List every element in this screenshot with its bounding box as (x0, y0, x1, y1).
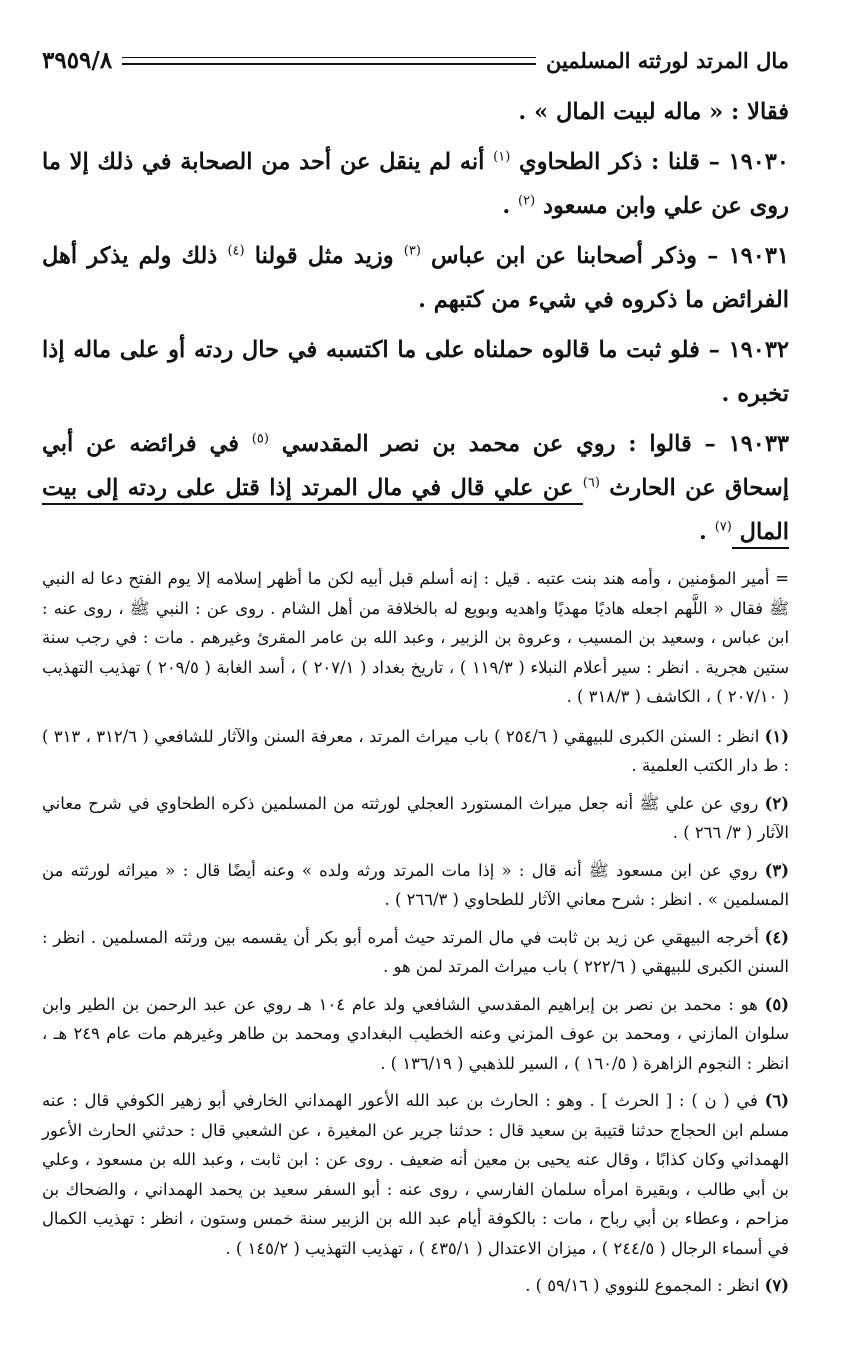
footnote-2 (42, 789, 789, 848)
underlined-quote: عن علي قال في مال المرتد إذا قتل على ردته إلى بيت المال (42, 475, 789, 549)
footnote-marker: (٤) (764, 927, 789, 947)
footnote-text: هو : محمد بن نصر بن إبراهيم المقدسي الشافعي ولد عام ١٠٤ هـ روي عن عبد الرحمن بن الطير وابن سلوان المازني ، ومحمد بن عوف المزني وعنه الخطيب البغدادي ومحمد بن طاهر وغيرهم مات عام ٢٤٩ هـ ، انظر : النجوم الزاهرة ( ١٦٠/٥ ) ، السير للذهبي ( ١٣٦/١٩ ) . (42, 994, 790, 1073)
footnote-text: روي عن ابن مسعود ﷺ أنه قال : « إذا مات المرتد ورثه ولده » وعنه أيضًا قال : « ميراثه لورثته من المسلمين » . انظر : شرح معاني الآثار للطحاوي ( ٢٦٦/٣ ) . (42, 860, 789, 909)
paragraph-19031 (42, 234, 789, 322)
running-title: مال المرتد لورثته المسلمين (545, 48, 789, 73)
footnote-ref[interactable]: (١) (493, 149, 511, 165)
footnote-marker: (٧) (764, 1276, 789, 1295)
paragraph-19032 (42, 328, 789, 416)
footnote-text: انظر : السنن الكبرى للبيهقي ( ٢٥٤/٦ ) باب ميراث المرتد ، معرفة السنن والآثار للشافعي ( ٣١٢/٦ ، ٣١٣ ) : ط دار الكتب العلمية . (42, 726, 789, 775)
main-text (42, 90, 789, 554)
running-head (42, 44, 789, 78)
footnote-marker: (١) (764, 726, 789, 746)
paragraph-number: ١٩٠٣٢ (728, 337, 789, 363)
paragraph-text: – فلو ثبت ما قالوه حملناه على ما اكتسبه في حال ردته أو على ماله إذا تخبره . (42, 337, 789, 407)
paragraph-19033 (42, 422, 789, 554)
footnote-continuation: = أمير المؤمنين ، وأمه هند بنت عتبه . قيل : إنه أسلم قبل أبيه لكن ما أظهر إسلامه إلا يوم الفتح دعا له النبي ﷺ فقال « اللَّهم اجعله هاديًا مهديًا واهديه وبويع له بالخلافة من أهل الشام . روى عن : النبي ﷺ ، روى عنه : ابن عباس ، وسعيد بن المسيب ، وعروة بن الزبير ، وعبد الله بن عامر المقرئ وغيرهم . مات : في رجب سنة ستين هجرية . انظر : سير أعلام النبلاء ( ١١٩/٣ ) ، تاريخ بغداد ( ٢٠٧/١ ) ، أسد الغابة ( ٢٠٩/٥ ) تهذيب التهذيب ( ٢٠٧/١٠ ) ، الكاشف ( ٣١٨/٣ ) . (42, 569, 789, 706)
footnotes (42, 564, 789, 1301)
footnote-7 (42, 1271, 789, 1301)
footnote-marker: (٦) (764, 1091, 789, 1110)
paragraph-text: . (699, 519, 715, 545)
footnote-marker: (٣) (764, 860, 789, 880)
page-number: ٣٩٥٩/٨ (42, 47, 113, 74)
footnote-text: أخرجه البيهقي عن زيد بن ثابت في مال المرتد حيث أمره أبو بكر أن يقسمه بين ورثته المسلمين . انظر : السنن الكبرى للبيهقي ( ٢٢٢/٦ ) باب ميراث المرتد لمن هو . (42, 927, 789, 976)
footnote-6 (42, 1086, 789, 1263)
paragraph-text: في فرائضه عن أبي إسحاق عن الحارث (42, 431, 789, 501)
paragraph-text: أنه لم ينقل عن أحد من الصحابة في ذلك إلا ما روى عن علي وابن مسعود (42, 149, 789, 219)
paragraph-text: – قلنا : ذكر الطحاوي (510, 149, 729, 175)
paragraph-text: – قالوا : روي عن محمد بن نصر المقدسي (268, 431, 729, 457)
footnote-ref[interactable]: (٢) (518, 193, 536, 209)
intro-line: فقالا : « ماله لبيت المال » . (518, 99, 789, 125)
footnote-marker: (٥) (764, 994, 789, 1014)
footnote-5 (42, 990, 789, 1079)
footnote-ref[interactable]: (٥) (251, 431, 269, 447)
footnote-text: روي عن علي ﷺ أنه جعل ميراث المستورد العجلي لورثته من المسلمين ذكره الطحاوي في شرح معاني الآثار ( ٣/ ٢٦٦ ) . (42, 793, 789, 842)
header-rule (122, 57, 536, 65)
footnote-ref[interactable]: (٣) (403, 243, 421, 259)
paragraph-number: ١٩٠٣٠ (728, 149, 789, 175)
footnote-3 (42, 856, 789, 915)
paragraph-number: ١٩٠٣١ (728, 243, 789, 269)
footnote-4 (42, 923, 789, 982)
footnote-ref[interactable]: (٧) (714, 519, 732, 535)
paragraph-19030 (42, 140, 789, 228)
paragraph-text: ذلك ولم يذكر أهل الفرائض ما ذكروه في شيء من كتبهم . (42, 243, 789, 313)
footnote-marker: (٢) (764, 793, 789, 813)
footnote-ref[interactable]: (٤) (227, 243, 245, 259)
paragraph-text: وزيد مثل قولنا (244, 243, 404, 269)
paragraph-text: . (502, 193, 519, 219)
paragraph-number: ١٩٠٣٣ (728, 431, 790, 457)
footnote-ref[interactable]: (٦) (582, 475, 600, 491)
footnote-text: في ( ن ) : [ الحرث ] . وهو : الحارث بن عبد الله الأعور الهمداني الخارفي أبو زهير الكوفي قال : عنه مسلم ابن الحجاج حدثنا قتيبة بن سعيد قال : حدثنا جرير عن المغيرة ، عن الشعبي قال : حدثني الحارث الأعور الهمداني وكان كذابًا ، وقال عنه يحيى بن معين أنه ضعيف . روى عن : ابن ثابت ، وعبد الله بن مسعود ، وعلي بن أبي طالب ، وبقيرة امرأه سلمان الفارسي ، روى عنه : أبو السفر سعيد بن يحمد الهمداني ، والضحاك بن مزاحم ، وعطاء بن أبي رباح ، مات : بالكوفة أيام عبد الله بن الزبير سنة خمس وستون ، انظر : تهذيب الكمال في أسماء الرجال ( ٢٤٤/٥ ) ، ميزان الاعتدال ( ٤٣٥/١ ) ، تهذيب التهذيب ( ١٤٥/٢ ) . (42, 1091, 789, 1258)
paragraph-text: – وذكر أصحابنا عن ابن عباس (420, 243, 729, 269)
footnote-1 (42, 722, 789, 781)
footnote-text: انظر : المجموع للنووي ( ٥٩/١٦ ) . (525, 1276, 765, 1295)
